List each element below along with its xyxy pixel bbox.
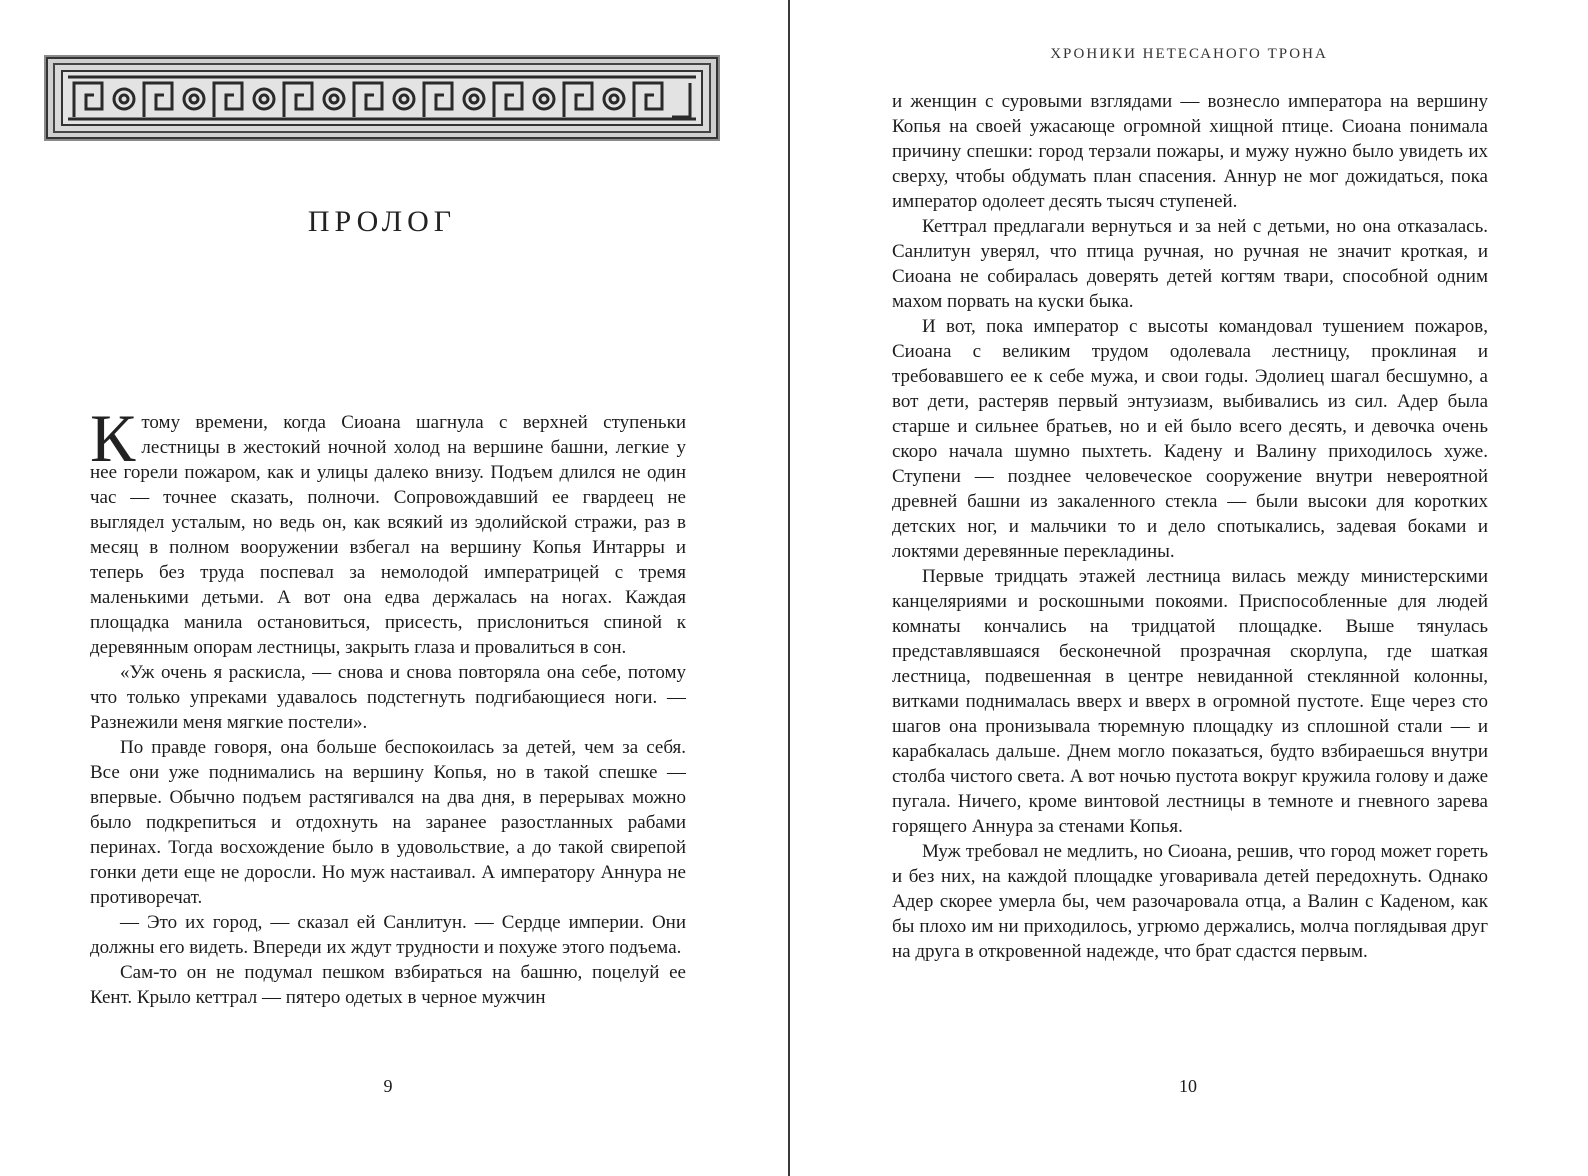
paragraph: И вот, пока император с высоты командовал тушением пожаров, Сиоана с великим трудом одолевала лестницу, проклиная и требовавшего ее к себе мужа, и свои годы. Эдолиец шагал бесшумно, а вот дети, растеряв первый энтузиазм, выбивались из сил. Адер была старше и сильнее братьев, но и ей было всего десять, и девочка очень скоро начала шумно пыхтеть. Кадену и Валину приходилось хуже. Ступени — позднее человеческое сооружение внутри невероятной древней башни из закаленного стекла — были высоки для коротких детских ног, и мальчики то и дело спотыкались, задевая боками и локтями деревянные перекладины.: [892, 316, 1488, 562]
greek-key-ornament: [44, 55, 720, 141]
paragraph: [90, 410, 686, 660]
page-number-right: 10: [1179, 1076, 1197, 1096]
left-body-text: [90, 410, 686, 1060]
paragraph: и женщин с суровыми взглядами — вознесло императора на вершину Копья на своей ужасающе огромной хищной птице. Сиоана понимала причину спешки: город терзали пожары, и мужу нужно было увидеть их сверху, чтобы обдумать план спасения. Аннур не мог дожидаться, пока император одолеет десять тысяч ступеней.: [892, 91, 1488, 212]
paragraph: — Это их город, — сказал ей Санлитун. — Сердце империи. Они должны его видеть. Впереди их ждут трудности и похуже этого подъема.: [90, 912, 686, 958]
page-number-left: 9: [383, 1076, 393, 1096]
paragraph: Муж требовал не медлить, но Сиоана, решив, что город может гореть и без них, на каждой площадке уговаривала детей передохнуть. Однако Адер скорее умерла бы, чем разочаровала отца, а Валин с Каденом, как бы плохо им ни приходилось, угрюмо держались, молча поглядывая друг на друга в откровенной надежде, что брат сдастся первым.: [892, 841, 1488, 962]
right-body-text: [892, 89, 1488, 1069]
paragraph: Первые тридцать этажей лестница вилась между министерскими канцеляриями и роскошными покоями. Приспособленные для людей комнаты кончались на тридцатой площадке. Выше тянулась представлявшаяся бесконечной прозрачная скорлупа, где шаткая лестница, подвешенная в центре невиданной стеклянной колонны, витками поднималась вверх и вверх в огромной пустоте. Еще через сто шагов она пронизывала тюремную площадку из сплошной стали — и карабкалась дальше. Днем могло показаться, будто взбираешься внутри столба чистого света. А вот ночью пустота вокруг кружила голову и даже пугала. Ничего, кроме винтовой лестницы в темноте и гневного зарева горящего Аннура за стенами Копья.: [892, 566, 1488, 837]
dropcap: К: [90, 410, 136, 476]
paragraph: «Уж очень я раскисла, — снова и снова повторяла она себе, потому что только упреками удавалось подстегнуть подгибающиеся ноги. — Разнежили меня мягкие постели».: [90, 662, 686, 733]
running-head: ХРОНИКИ НЕТЕСАНОГО ТРОНА: [1050, 46, 1328, 62]
paragraph: Кеттрал предлагали вернуться и за ней с детьми, но она отказалась. Санлитун уверял, что птица ручная, но ручная не значит кроткая, и Сиоана не собиралась доверять детей когтям твари, способной одним махом порвать на куски быка.: [892, 216, 1488, 312]
left-page: [0, 0, 789, 1176]
paragraph-text: тому времени, когда Сиоана шагнула с верхней ступеньки лестницы в жестокий ночной холод на вершине башни, легкие у нее горели пожаром, как и улицы далеко внизу. Подъем длился не один час — точнее сказать, полночи. Сопровождавший ее гвардеец не выглядел усталым, но ведь он, как всякий из эдолийской стражи, раз в месяц в полном вооружении взбегал на вершину Копья Интарры и теперь без труда поспевал за немолодой императрицей с тремя маленькими детьми. А вот она едва держалась на ногах. Каждая площадка манила остановиться, присесть, прислониться спиной к деревянным опорам лестницы, закрыть глаза и провалиться в сон.: [90, 412, 686, 658]
chapter-title: ПРОЛОГ: [307, 205, 457, 238]
paragraph: По правде говоря, она больше беспокоилась за детей, чем за себя. Все они уже поднимались на вершину Копья, но в такой спешке — впервые. Обычно подъем растягивался на два дня, в перерывах можно было подкрепиться и отдохнуть на заранее разостланных рабами перинах. Тогда восхождение было в удовольствие, а до такой свирепой гонки дети еще не доросли. Но муж настаивал. А императору Аннура не противоречат.: [90, 737, 686, 908]
paragraph: Сам-то он не подумал пешком взбираться на башню, поцелуй ее Кент. Крыло кеттрал — пятеро одетых в черное мужчин: [90, 962, 686, 1008]
